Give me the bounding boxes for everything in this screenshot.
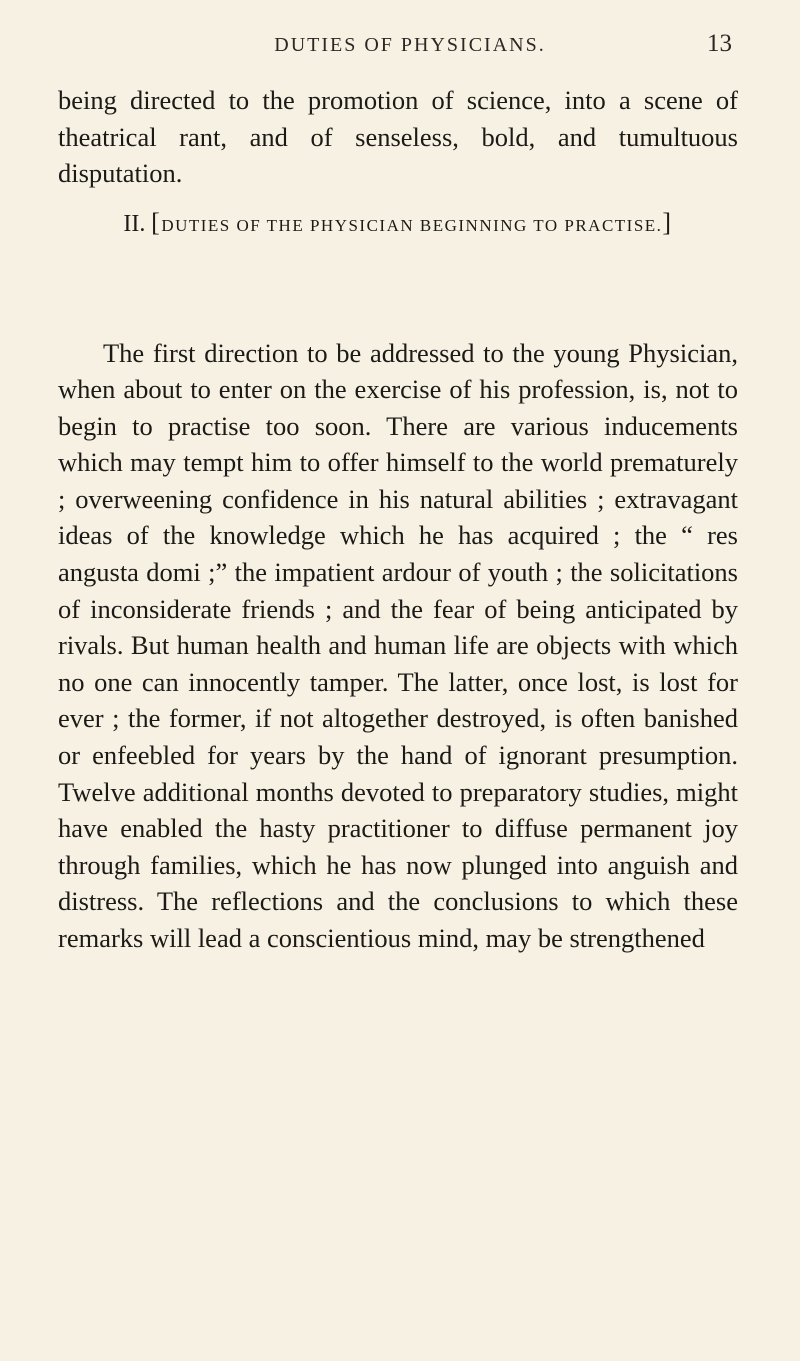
opening-paragraph-block: [58, 82, 738, 192]
section-title: DUTIES OF THE PHYSICIAN BEGINNING TO PRACTISE.: [161, 216, 663, 235]
running-title: DUTIES OF PHYSICIANS.: [274, 34, 546, 56]
section-number: II.: [123, 211, 146, 237]
running-head: [0, 28, 800, 68]
right-bracket: ]: [662, 208, 673, 237]
left-bracket: [: [151, 208, 162, 237]
page-number: 13: [707, 30, 732, 57]
section-heading: [58, 207, 738, 242]
opening-paragraph: being directed to the promotion of science, into a scene of theatrical rant, and of senseless, bold, and tumultuous disputation.: [58, 85, 738, 188]
main-paragraph: The first direction to be addressed to the young Physician, when about to enter on the exercise of his profession, is, not to begin to practise too soon. There are various inducements which may tempt him to offer himself to the world prematurely ; overweening confidence in his natural abilities ; extravagant ideas of the knowledge which he has acquired ; the “ res angusta domi ;” the impatient ardour of youth ; the solicitations of inconsiderate friends ; and the fear of being anticipated by rivals. But human health and human life are objects with which no one can innocently tamper. The latter, once lost, is lost for ever ; the former, if not altogether destroyed, is often banished or enfeebled for years by the hand of ignorant presumption. Twelve additional months devoted to preparatory studies, might have enabled the hasty practitioner to diffuse permanent joy through families, which he has now plunged into anguish and distress. The reflections and the conclusions to which these remarks will lead a conscientious mind, may be strengthened: [58, 337, 738, 953]
